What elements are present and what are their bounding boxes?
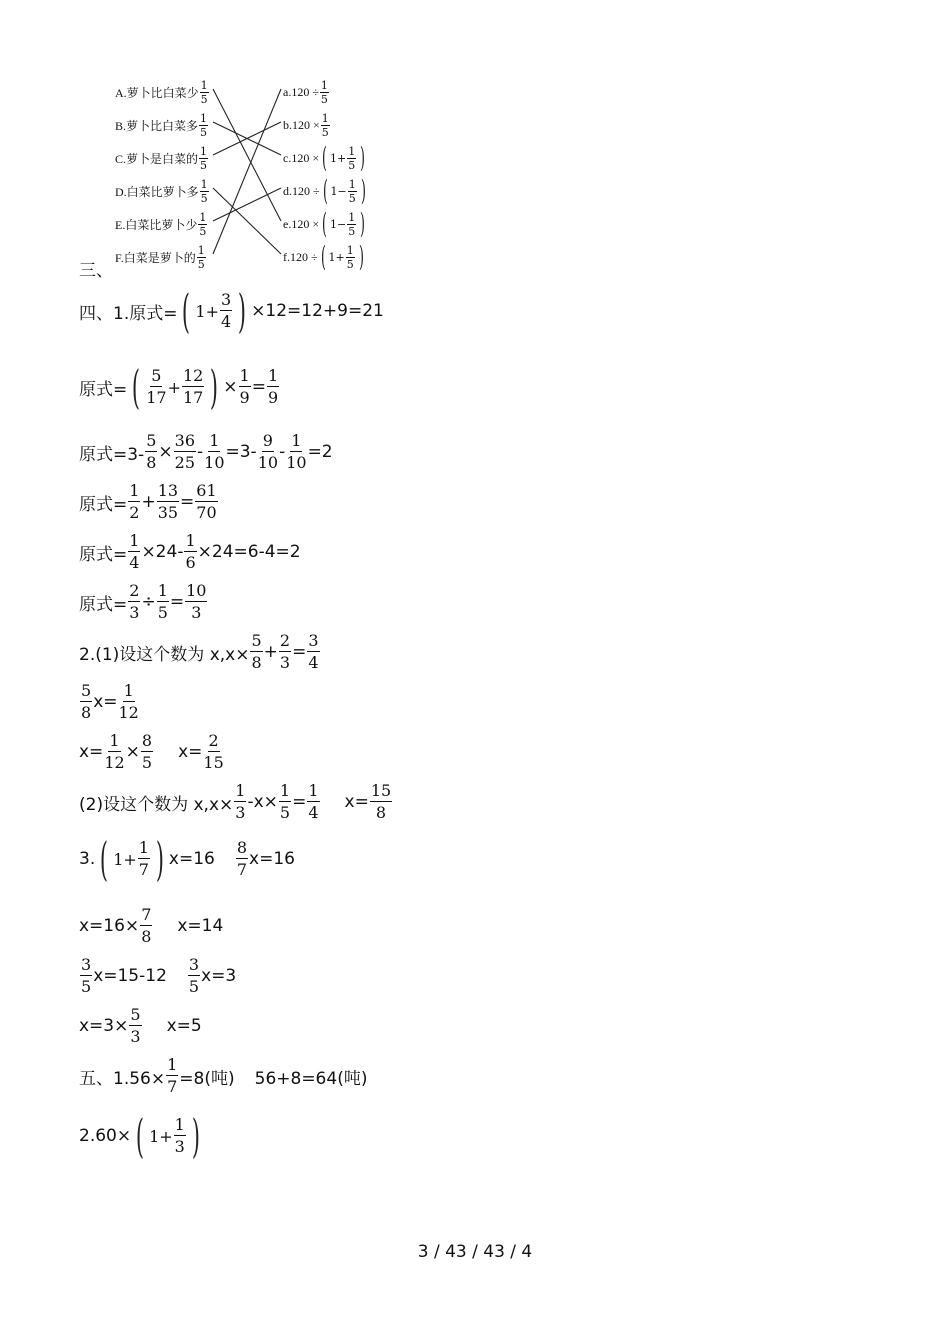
s4-line-11: 3. ( 1+ $\frac{1}{7}$ ) x=16 $\frac{8}{7}$ x=16 (79, 832, 295, 886)
expr-f: f.120 ÷ ( 1+ $\frac{1}{5}$ ) (283, 240, 364, 273)
option-B: B.萝卜比白菜多 $\frac{1}{5}$ (115, 112, 208, 139)
match-line-F-a (213, 89, 281, 254)
s4-line-9: x= $\frac{1}{12}$ × $\frac{8}{5}$ x= $\frac{2}{15}$ (79, 731, 224, 772)
s4-line-14: x=3× $\frac{5}{3}$ x=5 (79, 1005, 202, 1046)
s4-line-4: 原式= $\frac{1}{2}$ + $\frac{13}{35}$ = $\frac{61}{70}$ (79, 481, 217, 522)
match-line-A-e (213, 89, 281, 221)
s4-line-13: $\frac{3}{5}$ x=15-12 $\frac{3}{5}$ x=3 (81, 955, 237, 996)
matching-diagram (115, 76, 365, 272)
s4-line-7: 2.(1)设这个数为 x,x× $\frac{5}{8}$ + $\frac{2}{3}$ = $\frac{3}{4}$ (79, 631, 319, 672)
s4-line-2: 原式= ( $\frac{5}{17}$ + $\frac{12}{17}$ ) × $\frac{1}{9}$ = $\frac{1}{9}$ (79, 360, 279, 414)
expr-c: c.120 × ( 1+ $\frac{1}{5}$ ) (283, 141, 366, 174)
s4-line-3: 原式=3- $\frac{5}{8}$ × $\frac{36}{25}$ - $\frac{1}{10}$ =3- $\frac{9}{10}$ - $\frac{1}{10}$ =2 (79, 431, 333, 472)
s4-line-10: (2)设这个数为 x,x× $\frac{1}{3}$ -x× $\frac{1}{5}$ = $\frac{1}{4}$ x= $\frac{15}{8}$ (79, 781, 392, 822)
s5-line-1: 五、1.56× $\frac{1}{7}$ =8(吨) 56+8=64(吨) (79, 1055, 368, 1096)
option-D: D.白菜比萝卜多 $\frac{1}{5}$ (115, 178, 208, 205)
expr-d: d.120 ÷ ( 1− $\frac{1}{5}$ ) (283, 174, 366, 207)
s4-line-12: x=16× $\frac{7}{8}$ x=14 (79, 905, 224, 946)
s4-line-5: 原式= $\frac{1}{4}$ ×24- $\frac{1}{6}$ ×24=6-4=2 (79, 531, 301, 572)
s4-line-1: 四、1.原式= ( 1+ $\frac{3}{4}$ ) ×12=12+9=21 (79, 284, 384, 338)
option-F: F.白菜是萝卜的 $\frac{1}{5}$ (115, 244, 205, 271)
section-3-label: 三、 (79, 261, 113, 281)
option-A: A.萝卜比白菜少 $\frac{1}{5}$ (115, 79, 208, 106)
expr-b: b.120 × $\frac{1}{5}$ (283, 112, 329, 139)
option-E: E.白菜比萝卜少 $\frac{1}{5}$ (115, 211, 207, 238)
match-line-D-f (213, 188, 281, 254)
match-line-E-d (213, 188, 281, 221)
expr-e: e.120 × ( 1− $\frac{1}{5}$ ) (283, 207, 366, 240)
s4-line-6: 原式= $\frac{2}{3}$ ÷ $\frac{1}{5}$ = $\frac{10}{3}$ (79, 581, 207, 622)
expr-a: a.120 ÷ $\frac{1}{5}$ (283, 79, 328, 106)
s4-line-8: $\frac{5}{8}$ x= $\frac{1}{12}$ (81, 681, 139, 722)
page-number: 3 / 43 / 43 / 4 (417, 1242, 533, 1262)
option-C: C.萝卜是白菜的 $\frac{1}{5}$ (115, 145, 208, 172)
s5-line-2: 2.60× ( 1+ $\frac{1}{3}$ ) (79, 1109, 200, 1163)
